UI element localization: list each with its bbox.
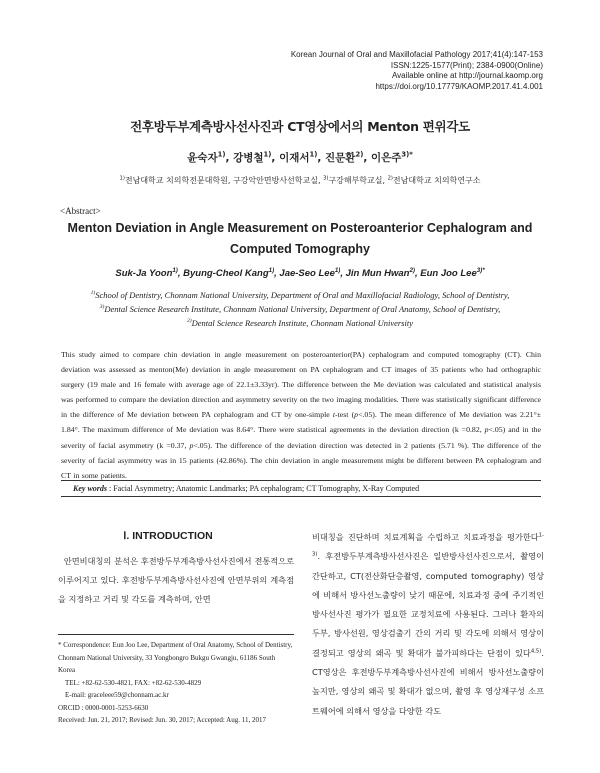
intro-left-paragraph: 안면비대칭의 분석은 후전방두부계측방사선사진에서 전통적으로 이루어지고 있다. 후전방두부계측방사선사진에 안면부위의 계측점을 지정하고 거리 및 각도를 계측하며, 안면: [58, 556, 294, 604]
corr-orcid: ORCID : 0000-0001-5253-6630: [58, 703, 149, 712]
section-title: Ⅰ. INTRODUCTION: [123, 530, 213, 542]
correspondence-footnote: [58, 634, 294, 727]
korean-title: 전후방두부계측방사선사진과 CT영상에서의 Menton 편위각도: [130, 119, 470, 134]
author-name: 이은주: [370, 152, 402, 164]
corr-phone: TEL: +82-62-530-4821, FAX: +82-62-530-4829: [65, 678, 202, 687]
korean-authors: 윤숙자$^{1)}$, 강병철$^{1)}$, 이재서$^{1)}$, 진문환$^{2)}$, 이은주$^{3)*}$: [187, 150, 413, 164]
corr-email[interactable]: E-mail: graceleee59@chonnam.ac.kr: [65, 691, 169, 699]
affiliation-line: $^{3)}$Dental Science Research Institute, Chonnam National University, Department of Oral Anatomy, School of Dentistry,: [99, 304, 501, 314]
keywords: [61, 480, 541, 497]
author-name: 진문환: [325, 152, 356, 164]
author-name: Eun Joo Lee: [420, 268, 477, 279]
doi-link[interactable]: https://doi.org/10.17779/KAOMP.2017.41.4.001: [375, 81, 543, 91]
author-name: 이재서: [279, 152, 310, 164]
author-name: Jae-Seo Lee: [279, 268, 335, 279]
english-authors: Suk-Ja Yoon$^{1)}$, Byung-Cheol Kang$^{1)}$, Jae-Seo Lee$^{1)}$, Jin Mun Hwan$^{2)}$, Eun Joo Lee$^{3)*}$: [115, 266, 485, 279]
keywords-label: Key words: [73, 484, 107, 493]
affiliation-line: $^{2)}$Dental Science Research Institute, Chonnam National University: [187, 318, 413, 328]
author-name: Suk-Ja Yoon: [115, 268, 173, 279]
korean-affiliations: $^{1)}$전남대학교 치의학전문대학원, 구강악안면방사선학교실, $^{3)}$구강해부학교실, $^{2)}$전남대학교 치의학연구소: [119, 175, 481, 185]
issn: ISSN:1225-1577(Print); 2384-0900(Online): [390, 60, 543, 70]
corr-dates: Received: Jun. 21, 2017; Revised: Jun. 30, 2017; Accepted: Aug. 11, 2017: [58, 716, 266, 724]
intro-right-paragraph: 비대칭을 진단하며 치료계획을 수립하고 치료과정을 평가한다$^{1-3)}$. 후전방두부계측방사선사진은 일반방사선사진으로서, 촬영이 간단하고, CT(전산화단층촬영, computed tomography) 영상에 비해서 방사선노출량이 낮기 때문에, 치료과정 중에 주기적인 방사선사진 평가가 필요한 교정치료에 사용된다. 그러나 환자의 두부, 방사선원, 영상검출기 간의 거리 및 각도에 의해서 영상이 결정되고 영상의 왜곡 및 확대가 불가피하다는 단점이 있다$^{4,5)}$. CT영상은 후전방두부계측방사선사진에 비해서 방사선노출량이 높지만, 영상의 왜곡 및 확대가 없으며, 촬영 후 영상재구성 소프트웨어에 의해서 영상을 다양한 각도: [312, 532, 544, 716]
journal-citation: Korean Journal of Oral and Maxillofacial Pathology 2017;41(4):147-153: [290, 50, 543, 59]
author-name: Byung-Cheol Kang: [183, 268, 269, 279]
keywords-text: : Facial Asymmetry; Anatomic Landmarks; PA cephalogram; CT Tomography, X-Ray Computed: [109, 484, 420, 493]
author-name: 강병철: [233, 152, 264, 164]
affiliation-line: $^{1)}$School of Dentistry, Chonnam National University, Department of Oral and Maxillofacial Radiology, School of Dentistry,: [90, 290, 510, 300]
corr-address: * Correspondence: Eun Joo Lee, Department of Oral Anatomy, School of Dentistry, Chonnam National University, 33 Yongbongro Bukgu Gwangju, 61186 South Korea: [58, 641, 293, 674]
abstract-body: This study aimed to compare chin deviation in angle measurement on posteroanterior(PA) cephalogram and computed tomography (CT). Chin deviation was assessed as menton(Me) deviation in angle measurement on PA cephalogram and CT images of 35 patients who had orthographic surgery (19 male and 16 female with average age of 22.1±3.33yr). The difference between the Me deviation was calculated and statistical analysis was performed to compare the deviation direction and asymmetry severity on the two imaging modalities. There was statistically significant difference in the difference of Me deviation between PA cephalogram and CT by one-simple t-test (p<.05). The mean difference of Me deviation was 2.21°± 1.84°. The maximum difference of Me deviation was 8.64°. There were statistical agreements in the deviation direction (k =0.82, p<.05) and in the severity of facial asymmetry (k =0.37, p<.05). The difference of the deviation direction was detected in 2 patients (5.71 %). The difference of the severity of facial asymmetry was in 15 patients (42.86%). The chin deviation in angle measurement might be different between PA cephalogram and CT in some patients.: [61, 350, 541, 480]
author-name: 윤숙자: [187, 152, 218, 164]
author-name: Jin Mun Hwan: [345, 268, 410, 279]
abstract-label: <Abstract>: [60, 206, 101, 216]
journal-header: [291, 50, 543, 92]
english-affiliations: [0, 288, 600, 330]
english-title: Menton Deviation in Angle Measurement on Posteroanterior Cephalogram and Computed Tomography: [67, 221, 533, 256]
available-online: Available online at http://journal.kaomp.org: [391, 71, 543, 80]
